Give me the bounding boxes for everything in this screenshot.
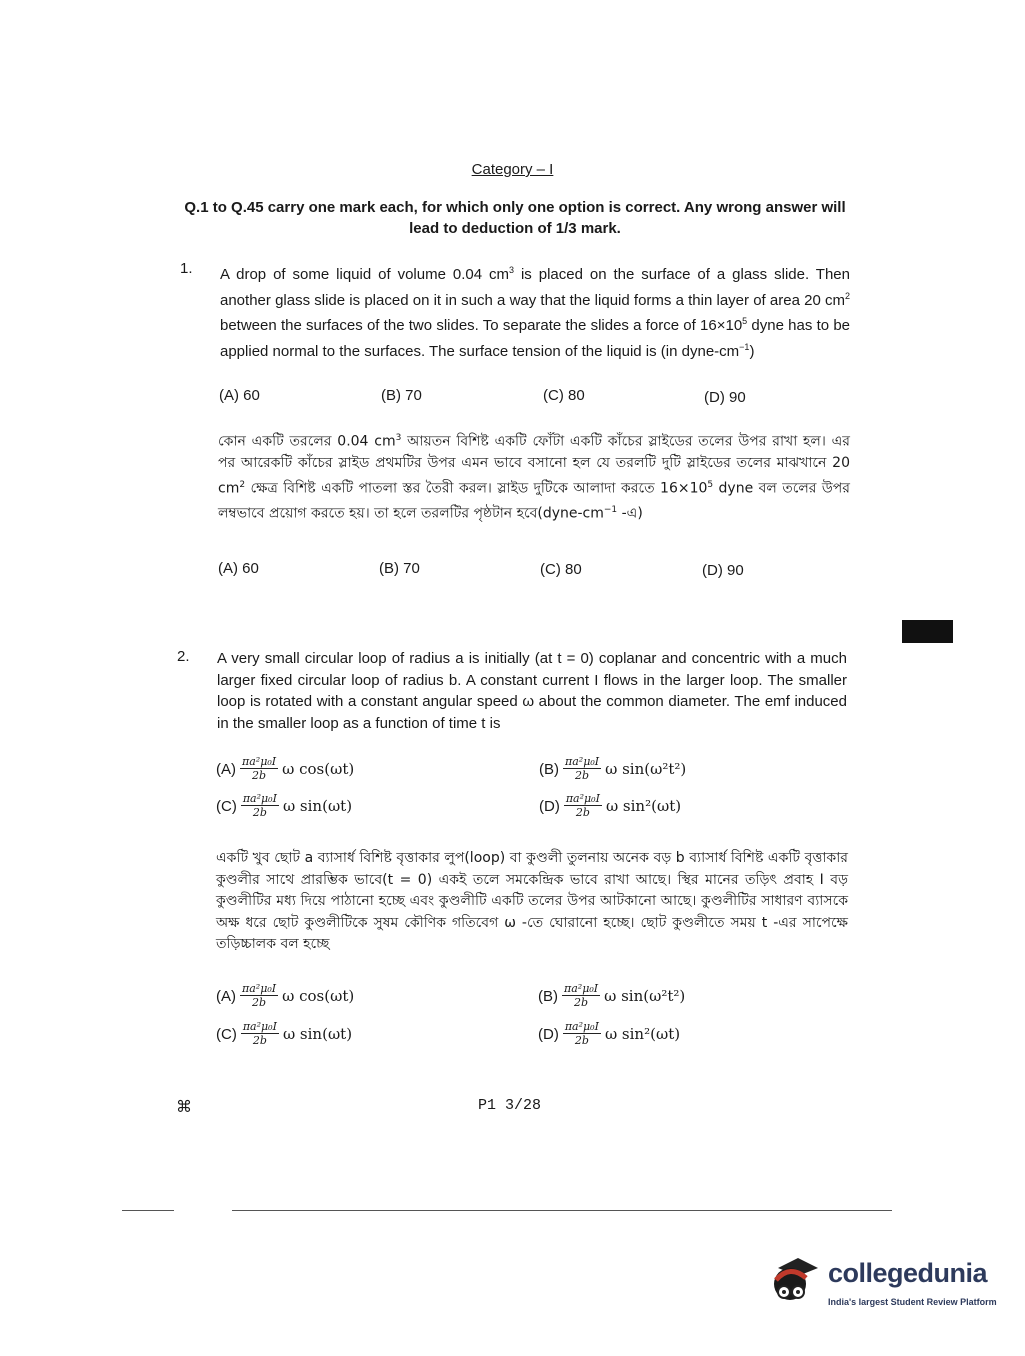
q2-option-c: (C) $\frac{\text{πa²μ₀I}}{2b}$ ω sin(ωt) — [216, 792, 353, 819]
brand-name: collegedunia — [828, 1258, 988, 1288]
q1-bengali-option-d: (D) 90 — [702, 562, 744, 579]
question-1-bengali-text: কোন একটি তরলের 0.04 $cm^3$ আয়তন বিশিষ্ট একটি ফোঁটা একটি কাঁচের স্লাইডের তলের উপর রাখা হল। এর পর আরেকটি কাঁচের স্লাইড প্রথমটির উপর এমন ভাবে বসানো হল যে তরলটি দুটি স্লাইডের তলের মাঝখানে 20 $cm^2$ ক্ষেত্র বিশিষ্ট একটি পাতলা স্তর তৈরী করল। স্লাইড দুটিকে আলাদা করতে $16\times 10^5$ dyne বল তলের উপর লম্বভাবে প্রয়োগ করতে হয়। তা হলে তরলটির পৃষ্ঠটান $হবে(dyne-cm^{-1}$ -এ) — [218, 433, 850, 522]
q2-option-b: (B) $\frac{\text{πa²μ₀I}}{2b}$ ω sin(ω²t²) — [539, 755, 687, 782]
divider-main — [232, 1210, 892, 1211]
scan-marker-block — [902, 620, 953, 643]
page-number: P1 3/28 — [478, 1097, 542, 1114]
mascot-icon — [774, 1258, 818, 1300]
q1-option-c: (C) 80 — [543, 387, 585, 404]
q1-option-b: (B) 70 — [381, 387, 422, 404]
brand-tagline: India's largest Student Review Platform — [828, 1297, 997, 1307]
category-heading: Category – I — [471, 161, 554, 178]
question-2-bengali-text: একটি খুব ছোট a ব্যাসার্ধ বিশিষ্ট বৃত্তাকার লুপ(loop) বা কুণ্ডলী তুলনায় অনেক বড় b ব্যাসার্ধ বিশিষ্ট একটি বৃত্তাকার কুণ্ডলীর সাথে প্রারম্ভিক ভাবে(t = 0) একই তলে সমকেন্দ্রিক ভাবে রাখা আছে। স্থির মানের তড়িৎ প্রবাহ I বড় কুণ্ডলীটির মধ্য দিয়ে পাঠানো হচ্ছে এবং কুণ্ডলীটি একটি তলের উপর আটকানো আছে। কুণ্ডলীটির সাধারণ ব্যাসকে অক্ষ ধরে ছোট কুণ্ডলীটিকে সুষম কৌণিক গতিবেগ ω -তে ঘোরানো হচ্ছে। ছোট কুণ্ডলীতে সময় t -এর সাপেক্ষে তড়িচ্চালক বল হচ্ছে — [216, 850, 848, 952]
q2-bengali-option-a: (A) $\frac{\text{πa²μ₀I}}{2b}$ ω cos(ωt) — [216, 982, 355, 1009]
q1-option-d: (D) 90 — [704, 389, 746, 406]
q2-bengali-option-b: (B) $\frac{\text{πa²μ₀I}}{2b}$ ω sin(ω²t²) — [538, 982, 686, 1009]
question-2-number: 2. — [177, 648, 190, 665]
command-symbol-icon: ⌘ — [176, 1099, 192, 1116]
q2-option-d: (D) $\frac{\text{πa²μ₀I}}{2b}$ ω sin²(ωt) — [539, 792, 682, 819]
question-1-text: A drop of some liquid of volume 0.04 $cm^3$ is placed on the surface of a glass slide. Then another glass slide is placed on it in such a way that the liquid forms a thin layer of area 20 $cm^2$ between the surfaces of the two slides. To separate the slides a force of $16\times 10^5$ dyne has to be applied normal to the surfaces. The surface tension of the liquid is (in dyne-$cm^{-1}$) — [220, 265, 851, 360]
q1-option-a: (A) 60 — [219, 387, 260, 404]
question-2-text: A very small circular loop of radius a is initially (at t = 0) coplanar and concentric with a much larger fixed circular loop of radius b. A constant current I flows in the larger loop. The smaller loop is rotated with a constant angular speed ω about the common diameter. The emf induced in the smaller loop as a function of time t is — [217, 650, 847, 732]
q1-bengali-option-a: (A) 60 — [218, 560, 259, 577]
q2-bengali-option-d: (D) $\frac{\text{πa²μ₀I}}{2b}$ ω sin²(ωt) — [538, 1020, 681, 1047]
marking-instructions: Q.1 to Q.45 carry one mark each, for which only one option is correct. Any wrong answer will lead to deduction of 1/3 mark. — [184, 199, 846, 237]
q1-bengali-option-c: (C) 80 — [540, 561, 582, 578]
q2-bengali-option-c: (C) $\frac{\text{πa²μ₀I}}{2b}$ ω sin(ωt) — [216, 1020, 353, 1047]
q2-option-a: (A) $\frac{\text{πa²μ₀I}}{2b}$ ω cos(ωt) — [216, 755, 355, 782]
question-1-number: 1. — [180, 260, 193, 277]
q1-bengali-option-b: (B) 70 — [379, 560, 420, 577]
divider-left — [122, 1210, 174, 1211]
